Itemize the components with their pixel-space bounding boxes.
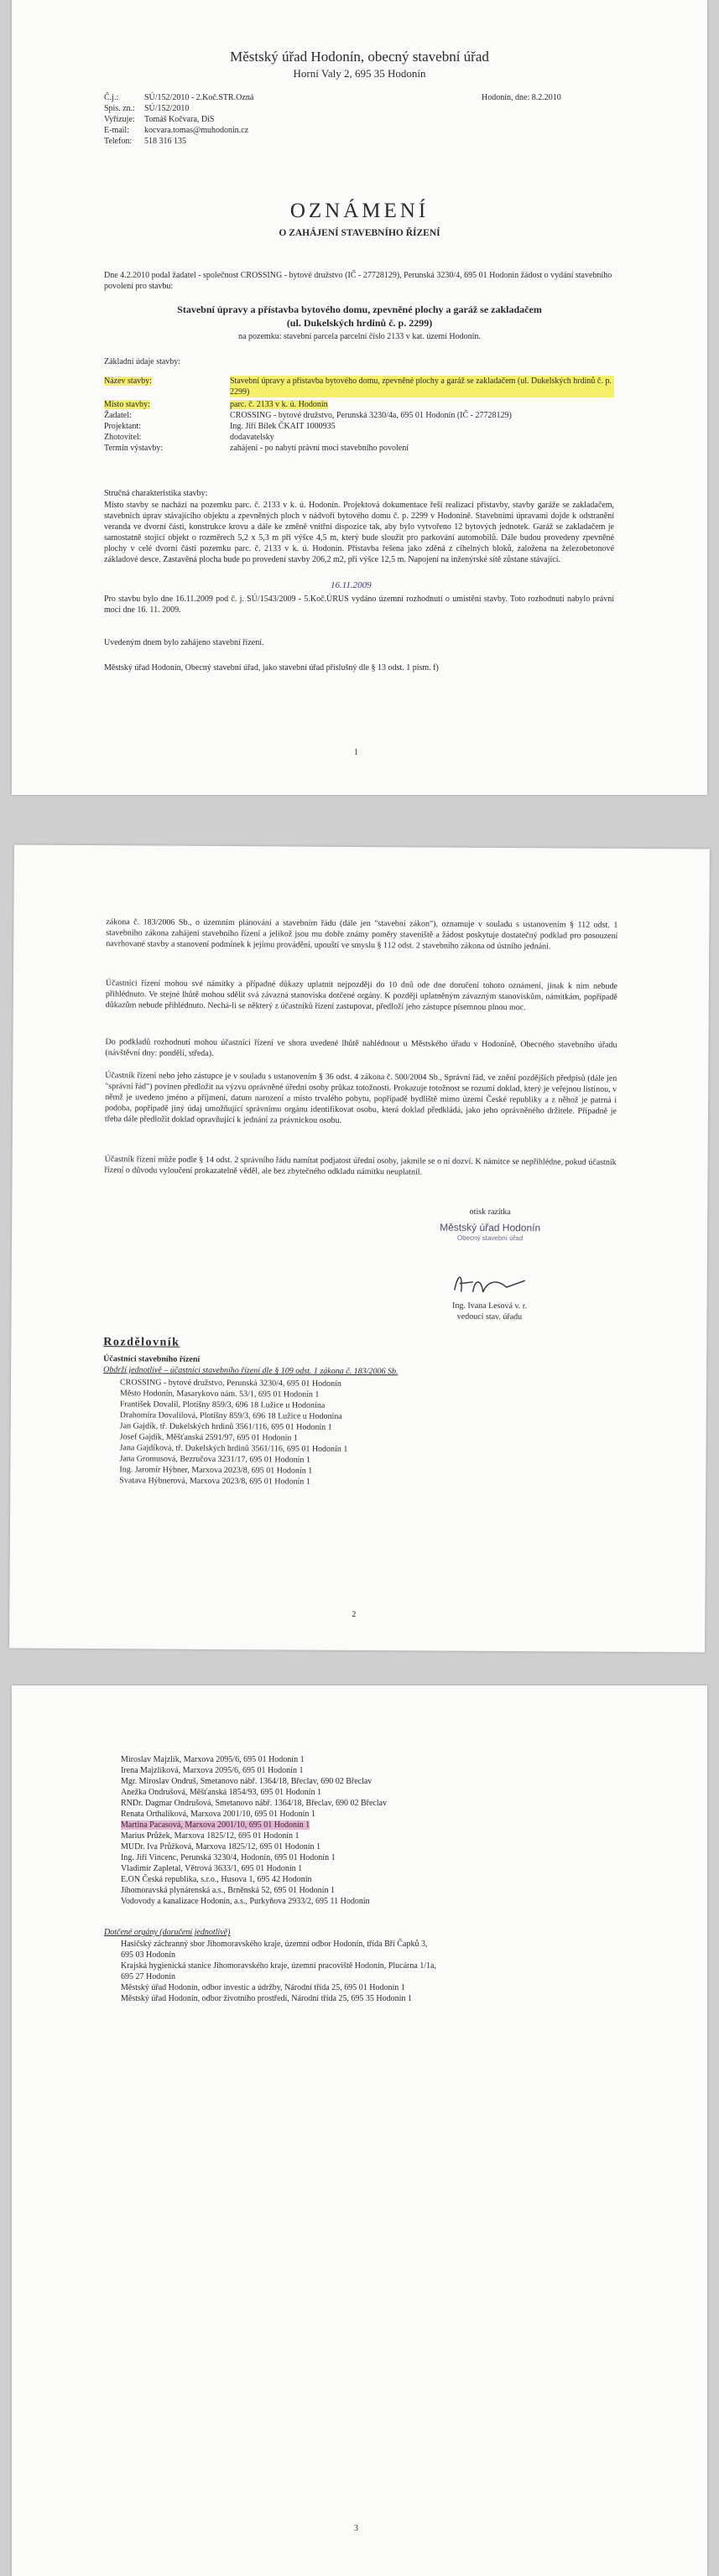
- meta-value: SÚ/152/2010 - 2.Koč.STR.Ozná: [144, 93, 254, 102]
- list-item: 695 03 Hodonín: [121, 1950, 175, 1960]
- document-subtitle: O ZAHÁJENÍ STAVEBNÍHO ŘÍZENÍ: [279, 228, 440, 238]
- list-item: Jihomoravská plynárenská a.s., Brněnská 52, 695 01 Hodonín 1: [121, 1886, 335, 1895]
- list-item: Anežka Ondrušová, Měšťanská 1854/93, 695 01 Hodonín 1: [121, 1788, 321, 1797]
- header-title: Městský úřad Hodonín, obecný stavební úřad: [230, 49, 489, 65]
- intro-text: Dne 4.2.2010 podal žadatel - společnost CROSSING - bytové družstvo (IČ - 27728129), Perunská 3230/4, 695 01 Hodonín žádost o vydání stavebního povolení pro stavbu:: [104, 271, 612, 291]
- list-item: Mgr. Miroslav Ondruš, Smetanovo nábř. 1364/18, Břeclav, 690 02 Břeclav: [121, 1777, 373, 1786]
- project-location: na pozemku: stavební parcela parcelní číslo 2133 v kat. území Hodonín.: [238, 332, 481, 341]
- authority-list: [121, 1939, 436, 2004]
- list-item: Svatava Hýbnerová, Marxova 2023/8, 695 01 Hodonín 1: [119, 1476, 310, 1487]
- list-item: 695 27 Hodonín: [121, 1972, 175, 1981]
- participants-sub: Obdrží jednotlivě – účastníci stavebního řízení dle § 109 odst. 1 zákona č. 183/2006 Sb.: [103, 1365, 399, 1377]
- distribution-title: Rozdělovník: [103, 1336, 180, 1349]
- list-item: Jana Gromusová, Bezručova 3231/17, 695 01 Hodonín 1: [119, 1454, 310, 1465]
- field-value: zahájení - po nabytí právní moci stavebního povolení: [230, 444, 409, 453]
- started-text: Uvedeným dnem bylo zahájeno stavební řízení.: [104, 638, 264, 647]
- highlighted-recipient: Martina Pacasová, Marxova 2001/10, 695 01 Hodonín 1: [121, 1820, 310, 1830]
- meta-label: Vyřizuje:: [104, 115, 135, 124]
- paragraph-documents: Do podkladů rozhodnutí mohou účastníci řízení ve shora uvedené lhůtě nahlédnout u Městského úřadu v Hodoníně, Obecného stavebního úřadu (návštěvní dny: pondělí, středa).: [105, 1037, 617, 1058]
- field-value: dodavatelsky: [230, 433, 274, 442]
- document-page-3: [12, 1685, 707, 2576]
- characteristic-label: Stručná charakteristika stavby:: [104, 489, 208, 498]
- header-address: Horní Valy 2, 695 35 Hodonín: [293, 67, 426, 80]
- list-item: Hasičský záchranný sbor Jihomoravského kraje, územní odbor Hodonín, třída Bří Čapků 3,: [121, 1940, 428, 1949]
- signer-role: vedoucí stav. úřadu: [456, 1311, 523, 1322]
- field-label: Termín výstavby:: [104, 444, 164, 453]
- page-number: 1: [354, 748, 358, 757]
- field-value: parc. č. 2133 v k. ú. Hodonín: [230, 400, 328, 409]
- fields-table: [104, 376, 614, 454]
- list-item: Vodovody a kanalizace Hodonín, a.s., Purkyňova 2933/2, 695 11 Hodonín: [121, 1897, 370, 1906]
- list-item: Ing. Jiří Vincenc, Perunská 3230/4, Hodonín, 695 01 Hodonín 1: [121, 1853, 336, 1862]
- list-item: CROSSING - bytové družstvo, Perunská 3230/4, 695 01 Hodonín: [119, 1378, 341, 1389]
- signature-image: [448, 1267, 540, 1301]
- stamp-line-1: Městský úřad Hodonín: [440, 1221, 541, 1234]
- meta-value: 518 316 135: [144, 137, 186, 146]
- recipient-list: [121, 1754, 387, 1907]
- meta-label: E-mail:: [104, 126, 129, 135]
- meta-label: Č.j.:: [104, 93, 119, 102]
- list-item: Vladimír Zapletal, Větrová 3633/1, 695 01 Hodonín 1: [121, 1864, 303, 1873]
- document-page-2: [9, 844, 710, 1652]
- meta-value: SÚ/152/2010: [144, 104, 190, 113]
- list-item: MUDr. Iva Průžková, Marxova 1825/12, 695 01 Hodonín 1: [121, 1842, 321, 1852]
- permit-text: Pro stavbu bylo dne 16.11.2009 pod č. j. SÚ/1543/2009 - 5.Koč.ÚRUS vydáno územní rozhodnutí o umístění stavby. Toto rozhodnutí nabylo právní moci dne 16. 11. 2009.: [104, 595, 614, 615]
- list-item: Renata Orthaliková, Marxova 2001/10, 695 01 Hodonín 1: [121, 1810, 315, 1819]
- paragraph-identity: Účastník řízení nebo jeho zástupce je v souladu s ustanovením § 36 odst. 4 zákona č. 500/2004 Sb., Správní řád, ve znění pozdějších předpisů (dále jen "správní řád") povinen předložit na výzvu oprávněné úřední osoby průkaz totožnosti. Prokazuje totožnost se rozumí doklad, který je veřejnou listinou, v němž je uvedeno jméno a příjmení, datum narození a místo trvalého pobytu, popřípadě bydliště mimo území České republiky a z něhož je patrná i podoba, popřípadě jiný údaj umožňující správnímu orgánu identifikovat osobu, která doklad předkládá, jako jeho oprávněného držitele. Případně je třeba dále předložit doklad opravňující k jednání za právnickou osobu.: [104, 1071, 617, 1125]
- page-number: 2: [352, 1609, 357, 1619]
- authorities-label: Dotčené orgány (doručení jednotlivě): [104, 1928, 231, 1937]
- field-label: Místo stavby:: [104, 400, 150, 409]
- document-page-1: [12, 0, 707, 795]
- list-item: Město Hodonín, Masarykovo nám. 53/1, 695 01 Hodonín 1: [119, 1389, 320, 1400]
- meta-value: Tomáš Kočvara, DiS: [144, 115, 215, 124]
- paragraph-hearing: zákona č. 183/2006 Sb., o územním plánování a stavebním řádu (dále jen "stavební zákon"), oznamuje v souladu s ustanovením § 112 odst. 1 stavebního zákona zahájení stavebního řízení a jelikož jsou mu dobře známy poměry staveniště a žádost poskytuje dostatečný podklad pro posouzení navrhované stavby a stanovení podmínek k jejímu provádění, upouští ve smyslu § 112 odst. 2 stavebního zákona od ústního jednání.: [106, 917, 618, 952]
- list-item: [121, 1820, 387, 1831]
- list-item: Irena Majzlíková, Marxova 2095/6, 695 01 Hodonín 1: [121, 1766, 304, 1775]
- document-title: OZNÁMENÍ: [289, 200, 430, 222]
- list-item: Josef Gajdík, Měšťanská 2591/97, 695 01 Hodonín 1: [119, 1432, 298, 1443]
- paragraph-bias: Účastník řízení může podle § 14 odst. 2 správního řádu namítat podjatost úřední osoby, jakmile se o ní dozví. K námitce se nepřihlédne, pokud účastník řízení o důvodu vyloučení prokazatelně věděl, ale bez zbytečného odkladu námitku neuplatnil.: [104, 1155, 617, 1177]
- handwritten-date-note: 16.11.2009: [331, 580, 372, 590]
- recipient-list: [119, 1377, 348, 1488]
- date-line: Hodonín, dne: 8.2.2010: [482, 93, 561, 102]
- field-value: Ing. Jiří Bílek ČKAIT 1000935: [230, 422, 336, 431]
- paragraph-objections: Účastníci řízení mohou své námitky a případné důkazy uplatnit nejpozději do 10 dnů ode dne doručení tohoto oznámení, jinak k nim nebude přihlédnuto. Ve stejné lhůtě mohou sdělit svá závazná stanoviska dotčené orgány. K později uplatněným závazným stanoviskům, námitkám, popřípadě důkazům nebude přihlédnuto. Nechá-li se některý z účastníků řízení zastupovat, předloží jeho zástupce písemnou plnou moc.: [105, 979, 617, 1013]
- list-item: František Dovalil, Plotíšny 859/3, 696 18 Lužice u Hodonína: [119, 1400, 326, 1410]
- stamp-caption: otisk razítka: [469, 1207, 511, 1218]
- list-item: Drahomíra Dovalilová, Plotíšny 859/3, 696 18 Lužice u Hodonína: [119, 1410, 342, 1421]
- list-item: Krajská hygienická stanice Jihomoravského kraje, územní pracoviště Hodonín, Plucárna 1/1a,: [121, 1961, 436, 1971]
- list-item: Jan Gajdík, tř. Dukelských hrdinů 3561/116, 695 01 Hodonín 1: [119, 1421, 332, 1432]
- stamp-line-2: Obecný stavební úřad: [456, 1233, 524, 1243]
- project-title-2: (ul. Dukelských hrdinů č. p. 2299): [286, 317, 433, 329]
- field-label: Projektant:: [104, 422, 141, 431]
- meta-value: kocvara.tomas@muhodonin.cz: [144, 126, 249, 135]
- page-number: 3: [354, 2524, 358, 2533]
- list-item: RNDr. Dagmar Ondrušová, Smetanovo nábř. 1364/18, Břeclav, 690 02 Břeclav: [121, 1799, 388, 1808]
- meta-label: Telefon:: [104, 137, 133, 146]
- field-value: Stavební úpravy a přístavba bytového domu, zpevněné plochy a garáž se zakladačem (ul. Dukelských hrdinů č. p. 2299): [230, 376, 614, 397]
- characteristic-text: Místo stavby se nachází na pozemku parc. č. 2133 v k. ú. Hodonín. Projektová dokumentace řeší realizaci přístavby, stavby garáže se zakladačem, stavebních úprav stávajícího objektu a zpevněných ploch v nádvoří bytového domu č. p. 2299 v Hodoníně. Stavebními úpravami dojde k odstranění veranda ve dvorní části, konstrukce krovu a dále ke změně vnitřní dispozice tak, aby bylo vytvořeno 12 bytových jednotek. Garáž se zakladačem je samostatně stojící objekt o rozměrech 5,2 x 5,3 m při výšce 4,5 m, který bude sloužit pro parkování automobilů. Dále budou provedeny zpevněné plochy v celé dvorní části pozemku parc. č. 2133 v k. ú. Hodonín. Přístavba řešena jako zděná z cihelných bloků, založena na železobetonové základové desce. Zastavěná plocha bude po provedení stavby 206,2 m2, při výšce 12,5 m. Napojení na inženýrské sítě zůstane stávající.: [104, 501, 614, 564]
- list-item: Miroslav Majzlík, Marxova 2095/6, 695 01 Hodonín 1: [121, 1755, 305, 1764]
- project-title-1: Stavební úpravy a přístavba bytového domu, zpevněné plochy a garáž se zakladačem: [177, 304, 542, 315]
- list-item: E.ON Česká republika, s.r.o., Husova 1, 695 42 Hodonín: [121, 1875, 312, 1884]
- basic-data-label: Základní údaje stavby:: [104, 357, 181, 366]
- field-label: Žadatel:: [104, 411, 132, 420]
- meta-label: Spis. zn.:: [104, 104, 135, 113]
- list-item: Jana Gajdíková, tř. Dukelských hrdinů 3561/116, 695 01 Hodonín 1: [119, 1443, 348, 1454]
- list-item: Marius Průžek, Marxova 1825/12, 695 01 Hodonín 1: [121, 1831, 300, 1841]
- list-item: Městský úřad Hodonín, odbor životního prostředí, Národní třída 25, 695 35 Hodonín 1: [121, 1994, 412, 2003]
- field-label: Zhotovitel:: [104, 433, 142, 442]
- field-label: Název stavby:: [104, 377, 152, 386]
- signer-name: Ing. Ivana Lesová v. r.: [452, 1301, 528, 1311]
- authority-text: Městský úřad Hodonín, Obecný stavební úřad, jako stavební úřad příslušný dle § 13 odst. 1 písm. f): [104, 663, 439, 673]
- participants-label: Účastníci stavebního řízení: [103, 1354, 201, 1364]
- list-item: Městský úřad Hodonín, odbor investic a údržby, Národní třída 25, 695 01 Hodonín 1: [121, 1983, 405, 1992]
- meta-block: [104, 92, 253, 147]
- list-item: Ing. Jaromír Hýbner, Marxova 2023/8, 695 01 Hodonín 1: [119, 1465, 313, 1476]
- field-value: CROSSING - bytové družstvo, Perunská 3230/4a, 695 01 Hodonín (IČ - 27728129): [230, 411, 512, 420]
